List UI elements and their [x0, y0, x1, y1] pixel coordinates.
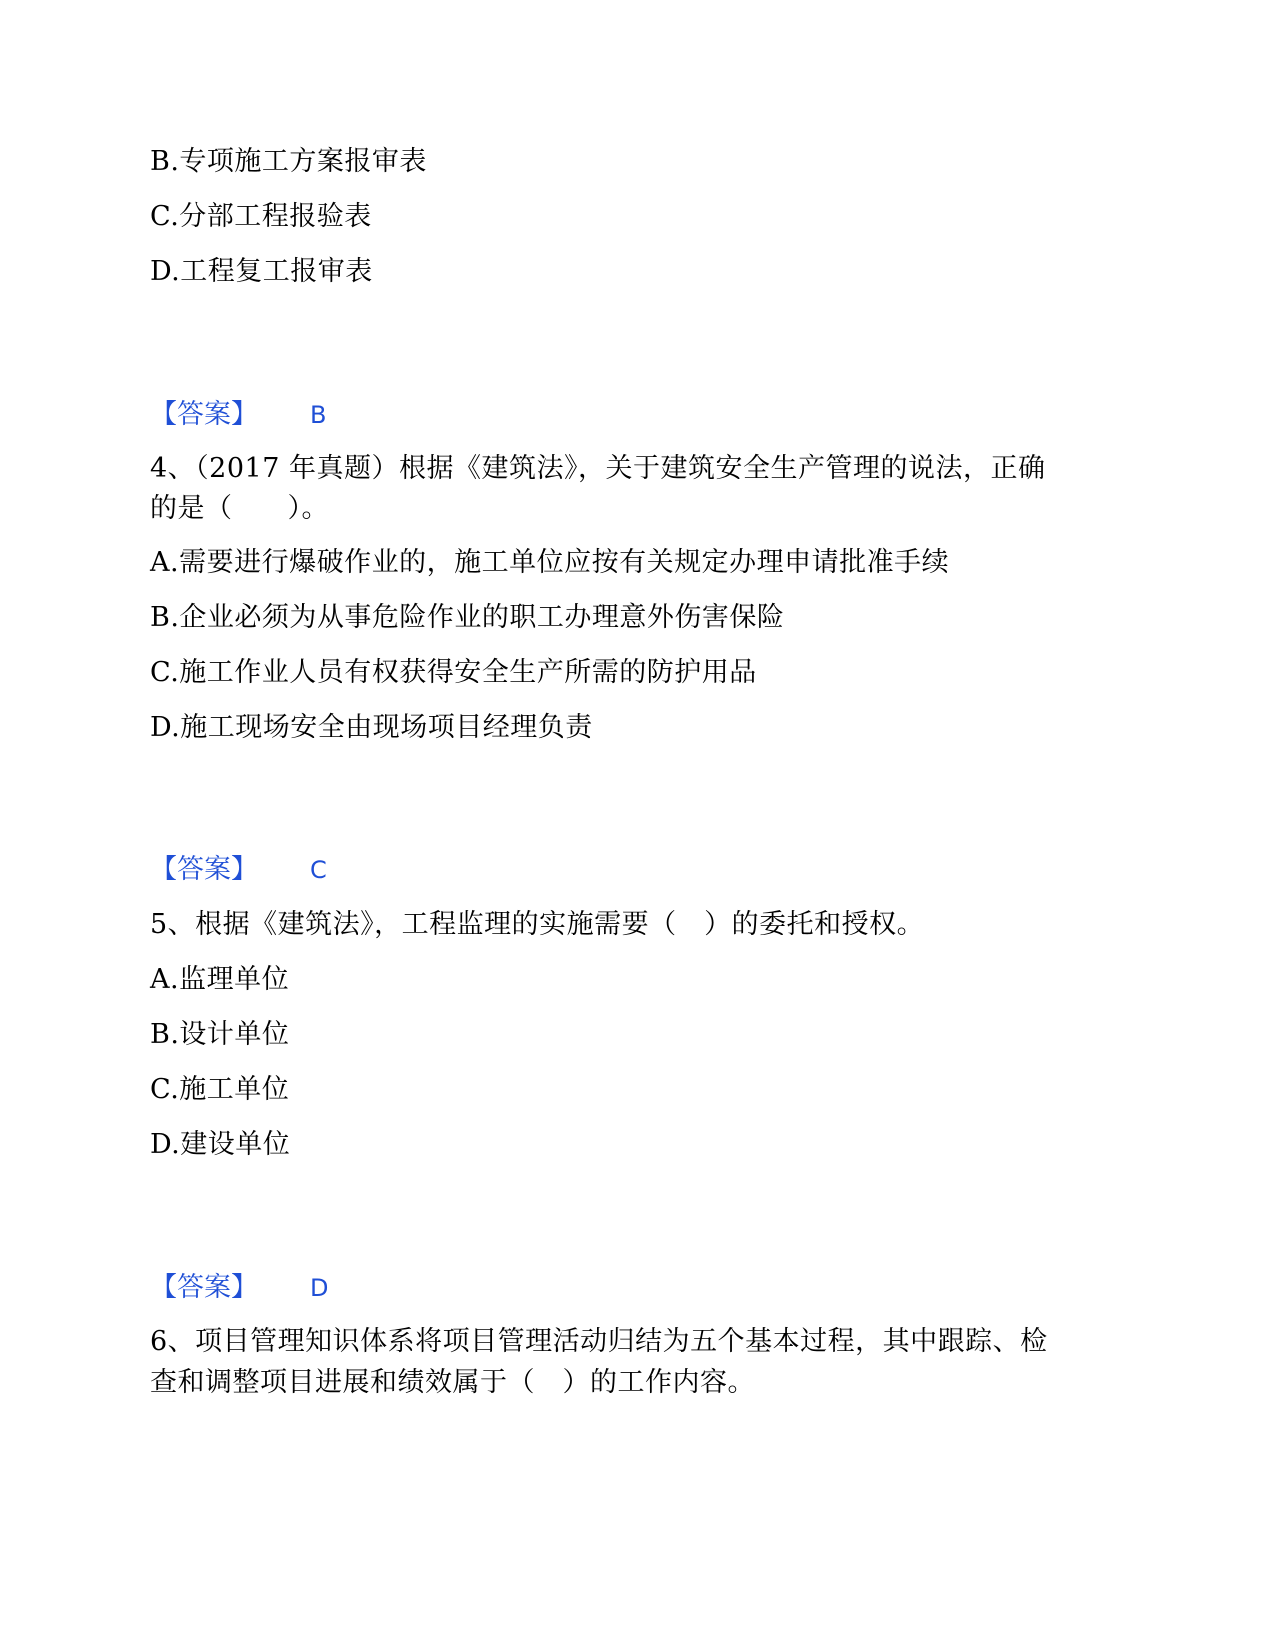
q3-option-c: C.分部工程报验表	[150, 201, 372, 232]
q5-option-b: B.设计单位	[150, 1019, 290, 1050]
q4-stem-line1: 4、（2017 年真题）根据《建筑法》，关于建筑安全生产管理的说法，正确	[150, 453, 1046, 484]
q3-option-b: B.专项施工方案报审表	[150, 146, 427, 177]
q4-option-a: A.需要进行爆破作业的，施工单位应按有关规定办理申请批准手续	[150, 547, 950, 578]
q5-option-d: D.建设单位	[150, 1129, 291, 1160]
q3-option-d: D.工程复工报审表	[150, 256, 373, 287]
answer-tag: 【答案】	[150, 1272, 258, 1303]
q5-option-a: A.监理单位	[150, 964, 290, 995]
answer-tag: 【答案】	[150, 854, 258, 885]
q4-option-c: C.施工作业人员有权获得安全生产所需的防护用品	[150, 657, 757, 688]
q6-stem-line2: 查和调整项目进展和绩效属于（ ）的工作内容。	[150, 1367, 755, 1398]
q4-option-d: D.施工现场安全由现场项目经理负责	[150, 712, 593, 743]
q5-stem: 5、根据《建筑法》，工程监理的实施需要（ ）的委托和授权。	[150, 909, 925, 940]
q6-stem-line1: 6、项目管理知识体系将项目管理活动归结为五个基本过程，其中跟踪、检	[150, 1326, 1048, 1357]
answer-value: B	[310, 401, 327, 429]
answer-value: D	[310, 1274, 329, 1302]
q4-answer	[150, 853, 327, 887]
q4-stem-line2: 的是（ ）。	[150, 493, 329, 524]
q4-option-b: B.企业必须为从事危险作业的职工办理意外伤害保险	[150, 602, 785, 633]
q3-answer	[150, 398, 326, 432]
answer-tag: 【答案】	[150, 399, 258, 430]
answer-value: C	[310, 856, 327, 884]
q5-option-c: C.施工单位	[150, 1074, 290, 1105]
q5-answer	[150, 1271, 328, 1305]
